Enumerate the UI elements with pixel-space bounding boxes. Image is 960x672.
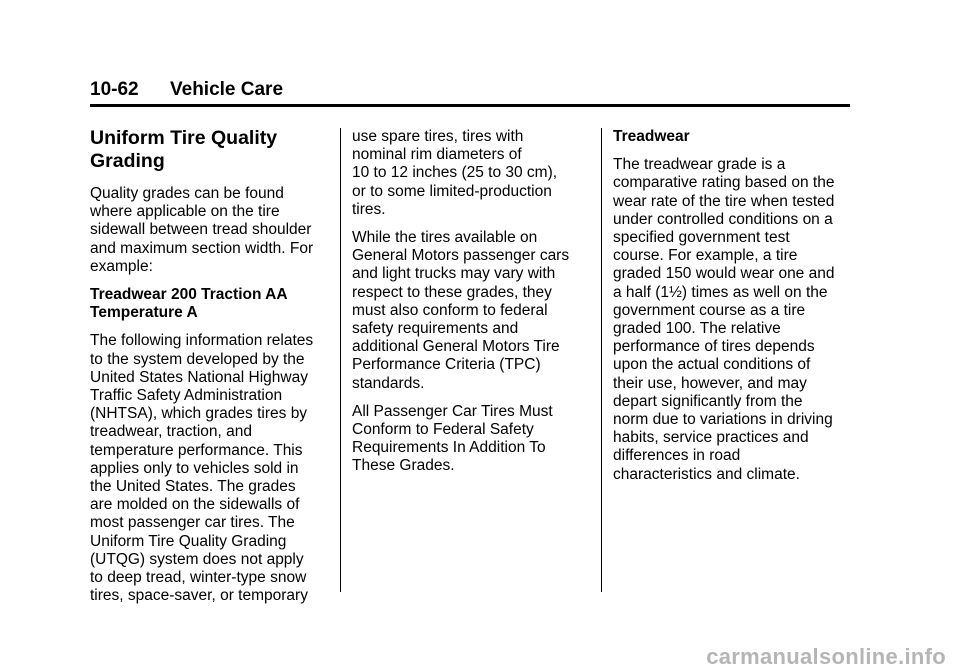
section-heading-line-2: Grading [90, 150, 165, 172]
text-line: government course as a tire [613, 301, 806, 319]
text-line: (NHTSA), which grades tires by [90, 405, 308, 423]
text-line: comparative rating based on the [613, 174, 835, 192]
paragraph-treadwear [613, 156, 863, 484]
header-rule [90, 104, 850, 107]
text-line: performance of tires depends [613, 338, 815, 356]
text-line: and light trucks may vary with [352, 265, 556, 283]
paragraph-gm-tires [352, 229, 592, 393]
column-divider-2 [601, 128, 602, 592]
column-3 [613, 128, 863, 494]
section-heading-line-1: Uniform Tire Quality [90, 127, 278, 149]
text-line: The treadwear grade is a [613, 156, 786, 174]
column-2 [352, 128, 592, 486]
section-heading [90, 127, 330, 173]
text-line: habits, service practices and [613, 429, 809, 447]
text-line: Temperature A [90, 304, 198, 322]
text-line: The following information relates [90, 332, 314, 350]
text-line: norm due to variations in driving [613, 411, 833, 429]
text-line: their use, however, and may [613, 374, 807, 392]
column-1 [90, 126, 330, 615]
paragraph-nhtsa-system [90, 332, 330, 605]
text-line: Traffic Safety Administration [90, 387, 283, 405]
text-line: are molded on the sidewalls of [90, 496, 300, 514]
text-line: to the system developed by the [90, 350, 305, 368]
paragraph-federal-safety [352, 403, 592, 476]
page-number: 10-62 [90, 79, 139, 100]
text-line: differences in road [613, 447, 741, 465]
text-line: United States National Highway [90, 368, 308, 386]
text-line: where applicable on the tire [90, 203, 280, 221]
text-line: nominal rim diameters of [352, 146, 522, 164]
text-line: Performance Criteria (TPC) [352, 356, 541, 374]
text-line: 10 to 12 inches (25 to 30 cm), [352, 164, 558, 182]
text-line: sidewall between tread shoulder [90, 221, 312, 239]
text-line: applies only to vehicles sold in [90, 459, 299, 477]
text-line: specified government test [613, 229, 790, 247]
text-line: a half (1½) times as well on the [613, 283, 828, 301]
text-line: additional General Motors Tire [352, 338, 560, 356]
text-line: example: [90, 257, 153, 275]
text-line: treadwear, traction, and [90, 423, 252, 441]
column-divider-1 [340, 128, 341, 592]
text-line: Conform to Federal Safety [352, 421, 534, 439]
watermark: carmanualsonline.info [706, 644, 946, 669]
text-line: safety requirements and [352, 320, 519, 338]
text-line: Uniform Tire Quality Grading [90, 532, 287, 550]
text-line: and maximum section width. For [90, 239, 314, 257]
treadwear-subheading: Treadwear [613, 128, 690, 145]
text-line: standards. [352, 374, 425, 392]
text-line: depart significantly from the [613, 392, 803, 410]
text-line: course. For example, a tire [613, 247, 798, 265]
text-line: temperature performance. This [90, 441, 303, 459]
text-line: to deep tread, winter-type snow [90, 569, 307, 587]
text-line: graded 150 would wear one and [613, 265, 835, 283]
text-line: under controlled conditions on a [613, 210, 833, 228]
text-line: While the tires available on [352, 229, 538, 247]
text-line: the United States. The grades [90, 478, 296, 496]
paragraph-spare-tires [352, 128, 592, 219]
text-line: tires. [352, 200, 386, 218]
text-line: respect to these grades, they [352, 283, 552, 301]
text-line: Treadwear 200 Traction AA [90, 286, 288, 304]
text-line: most passenger car tires. The [90, 514, 295, 532]
paragraph-quality-grades [90, 185, 330, 276]
text-line: or to some limited-production [352, 182, 552, 200]
text-line: graded 100. The relative [613, 320, 781, 338]
page-header [90, 79, 850, 107]
text-line: tires, space-saver, or temporary [90, 587, 308, 605]
text-line: use spare tires, tires with [352, 128, 524, 145]
section-title: Vehicle Care [170, 79, 284, 100]
example-grade [90, 286, 330, 322]
text-line: Requirements In Addition To [352, 439, 546, 457]
text-line: upon the actual conditions of [613, 356, 811, 374]
text-line: wear rate of the tire when tested [613, 192, 835, 210]
text-line: (UTQG) system does not apply [90, 550, 304, 568]
text-line: must also conform to federal [352, 301, 548, 319]
text-line: Quality grades can be found [90, 185, 284, 202]
text-line: General Motors passenger cars [352, 247, 570, 265]
text-line: All Passenger Car Tires Must [352, 402, 553, 420]
text-line: These Grades. [352, 457, 455, 475]
text-line: characteristics and climate. [613, 465, 800, 483]
